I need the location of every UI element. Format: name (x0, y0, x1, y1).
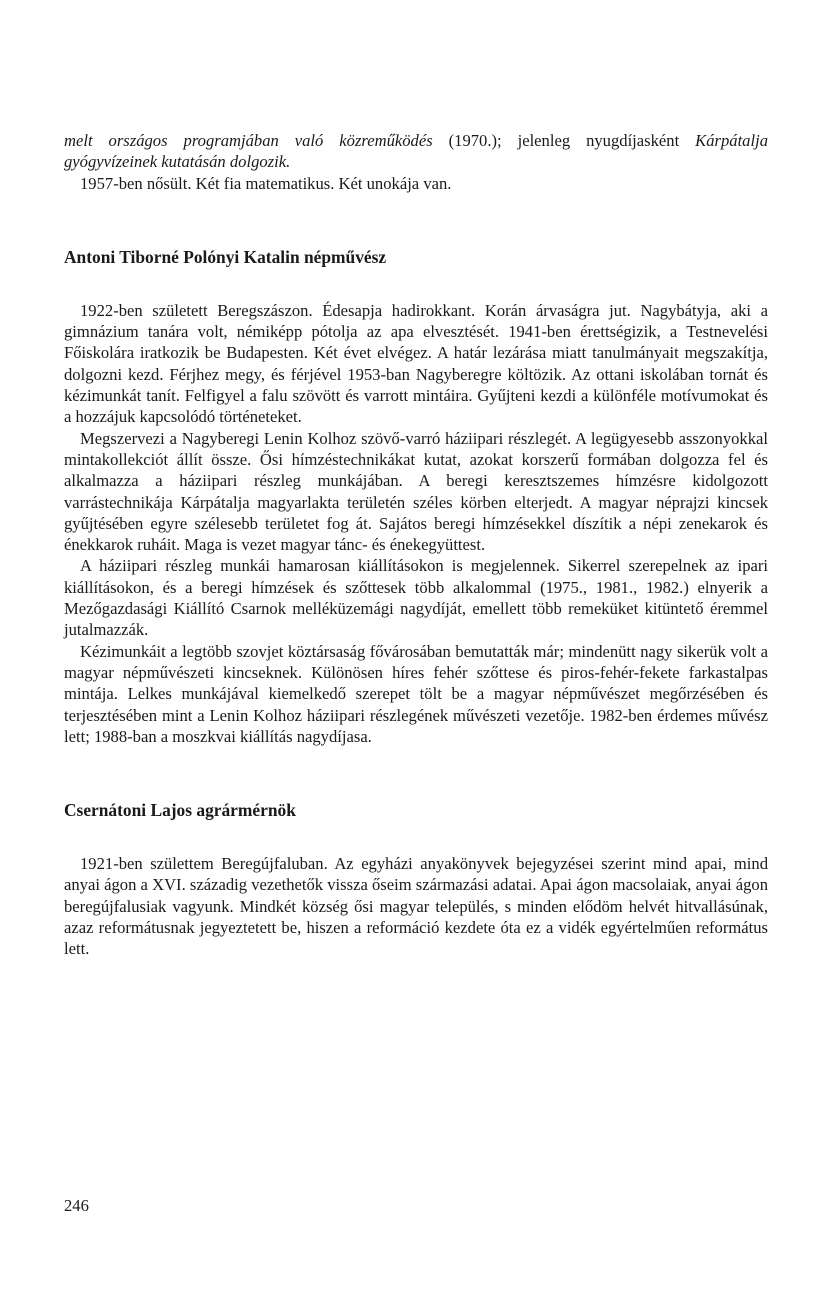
section-2-paragraph: 1921-ben születtem Beregújfaluban. Az egyházi anyakönyvek bejegyzései szerint mind apai, mind anyai ágon a XVI. századig vezethetők vissza őseim származási adatai. Apai ágon macsolaiak, anyai ágon beregújfalusiak vagyunk. Mindkét község ősi magyar település, s minden elődöm helvét hitvallásúnak, azaz reformátusnak jegyeztetett be, hiszen a reformáció kezdete óta ez a vidék egyértelműen református lett. (64, 854, 768, 959)
section-1-heading (64, 246, 768, 268)
page-number: 246 (64, 1196, 89, 1215)
section-1-paragraph: Megszervezi a Nagyberegi Lenin Kolhoz szövő-varró háziipari részlegét. A legügyesebb asszonyokkal mintakollekciót állít össze. Ősi hímzéstechnikákat kutat, azokat korszerű formában dolgozza fel és alkalmazza a háziipari részleg munkájában. A beregi keresztszemes hímzésre kidolgozott varrástechnikája Kárpátalja magyarlakta területén széles körben elterjedt. A magyar néprajzi kincsek gyűjtésében egyre szélesebb területet fog át. Sajátos beregi hímzésekkel díszítik a népi zenekarok és énekkarok ruháit. Maga is vezet magyar tánc- és énekegyüttest. (64, 428, 768, 555)
section-2-name: Csernátoni Lajos (64, 800, 193, 821)
intro-paragraph (64, 130, 768, 173)
section-1-title: népművész (299, 246, 387, 267)
section-1-name: Antoni Tiborné Polónyi Katalin (64, 246, 300, 267)
spacer (64, 194, 768, 246)
section-2-heading (64, 799, 768, 821)
spacer (64, 268, 768, 300)
intro-paragraph-2: 1957-ben nősült. Két fia matematikus. Két unokája van. (80, 173, 452, 193)
section-2-title: agrármérnök (192, 800, 296, 821)
intro-text: (1970.); jelenleg nyugdíjasként (432, 131, 696, 150)
spacer (64, 747, 768, 799)
section-1-paragraph: A háziipari részleg munkái hamarosan kiállításokon is megjelennek. Sikerrel szerepelnek az ipari kiállításokon, és a beregi hímzések és szőttesek több alkalommal (1975., 1981., 1982.) elnyerik a Mezőgazdasági Kiállító Csarnok melléküzemági nagydíját, emellett több remeküket kitüntető éremmel jutalmazzák. (64, 556, 768, 640)
intro-italic-2: Kárpátalja gyógyvízeinek kutatásán dolgozik. (64, 131, 768, 172)
section-1-paragraph: Kézimunkáit a legtöbb szovjet köztársaság fővárosában bemutatták már; mindenütt nagy sikerük volt a magyar népművészeti kincseknek. Különösen híres fehér szőttese és piros-fehér-fekete farkastalpas mintája. Lelkes munkájával kiemelkedő szerepet tölt be a magyar népművészet megőrzésében és terjesztésében mint a Lenin Kolhoz háziipari részlegének művészeti vezetője. 1982-ben érdemes művész lett; 1988-ban a moszkvai kiállítás nagydíjasa. (64, 641, 768, 746)
page-body (64, 130, 768, 960)
spacer (64, 821, 768, 853)
intro-italic-1: melt országos programjában való közreműködés (64, 131, 433, 150)
section-1-paragraph: 1922-ben született Beregszászon. Édesapja hadirokkant. Korán árvaságra jut. Nagybátyja, aki a gimnázium tanára volt, némiképp pótolja az apa elvesztését. 1941-ben érettségizik, a Testnevelési Főiskolára iratkozik be Budapesten. Két évet elvégez. A határ lezárása miatt tanulmányait megszakítja, dolgozni kezd. Férjhez megy, és férjével 1953-ban Nagyberegre költözik. Az ottani iskolában tornát és kézimunkát tanít. Felfigyel a falu szövött és varrott mintáira. Gyűjteni kezdi a különféle motívumokat és a hozzájuk kapcsolódó történeteket. (64, 300, 768, 427)
